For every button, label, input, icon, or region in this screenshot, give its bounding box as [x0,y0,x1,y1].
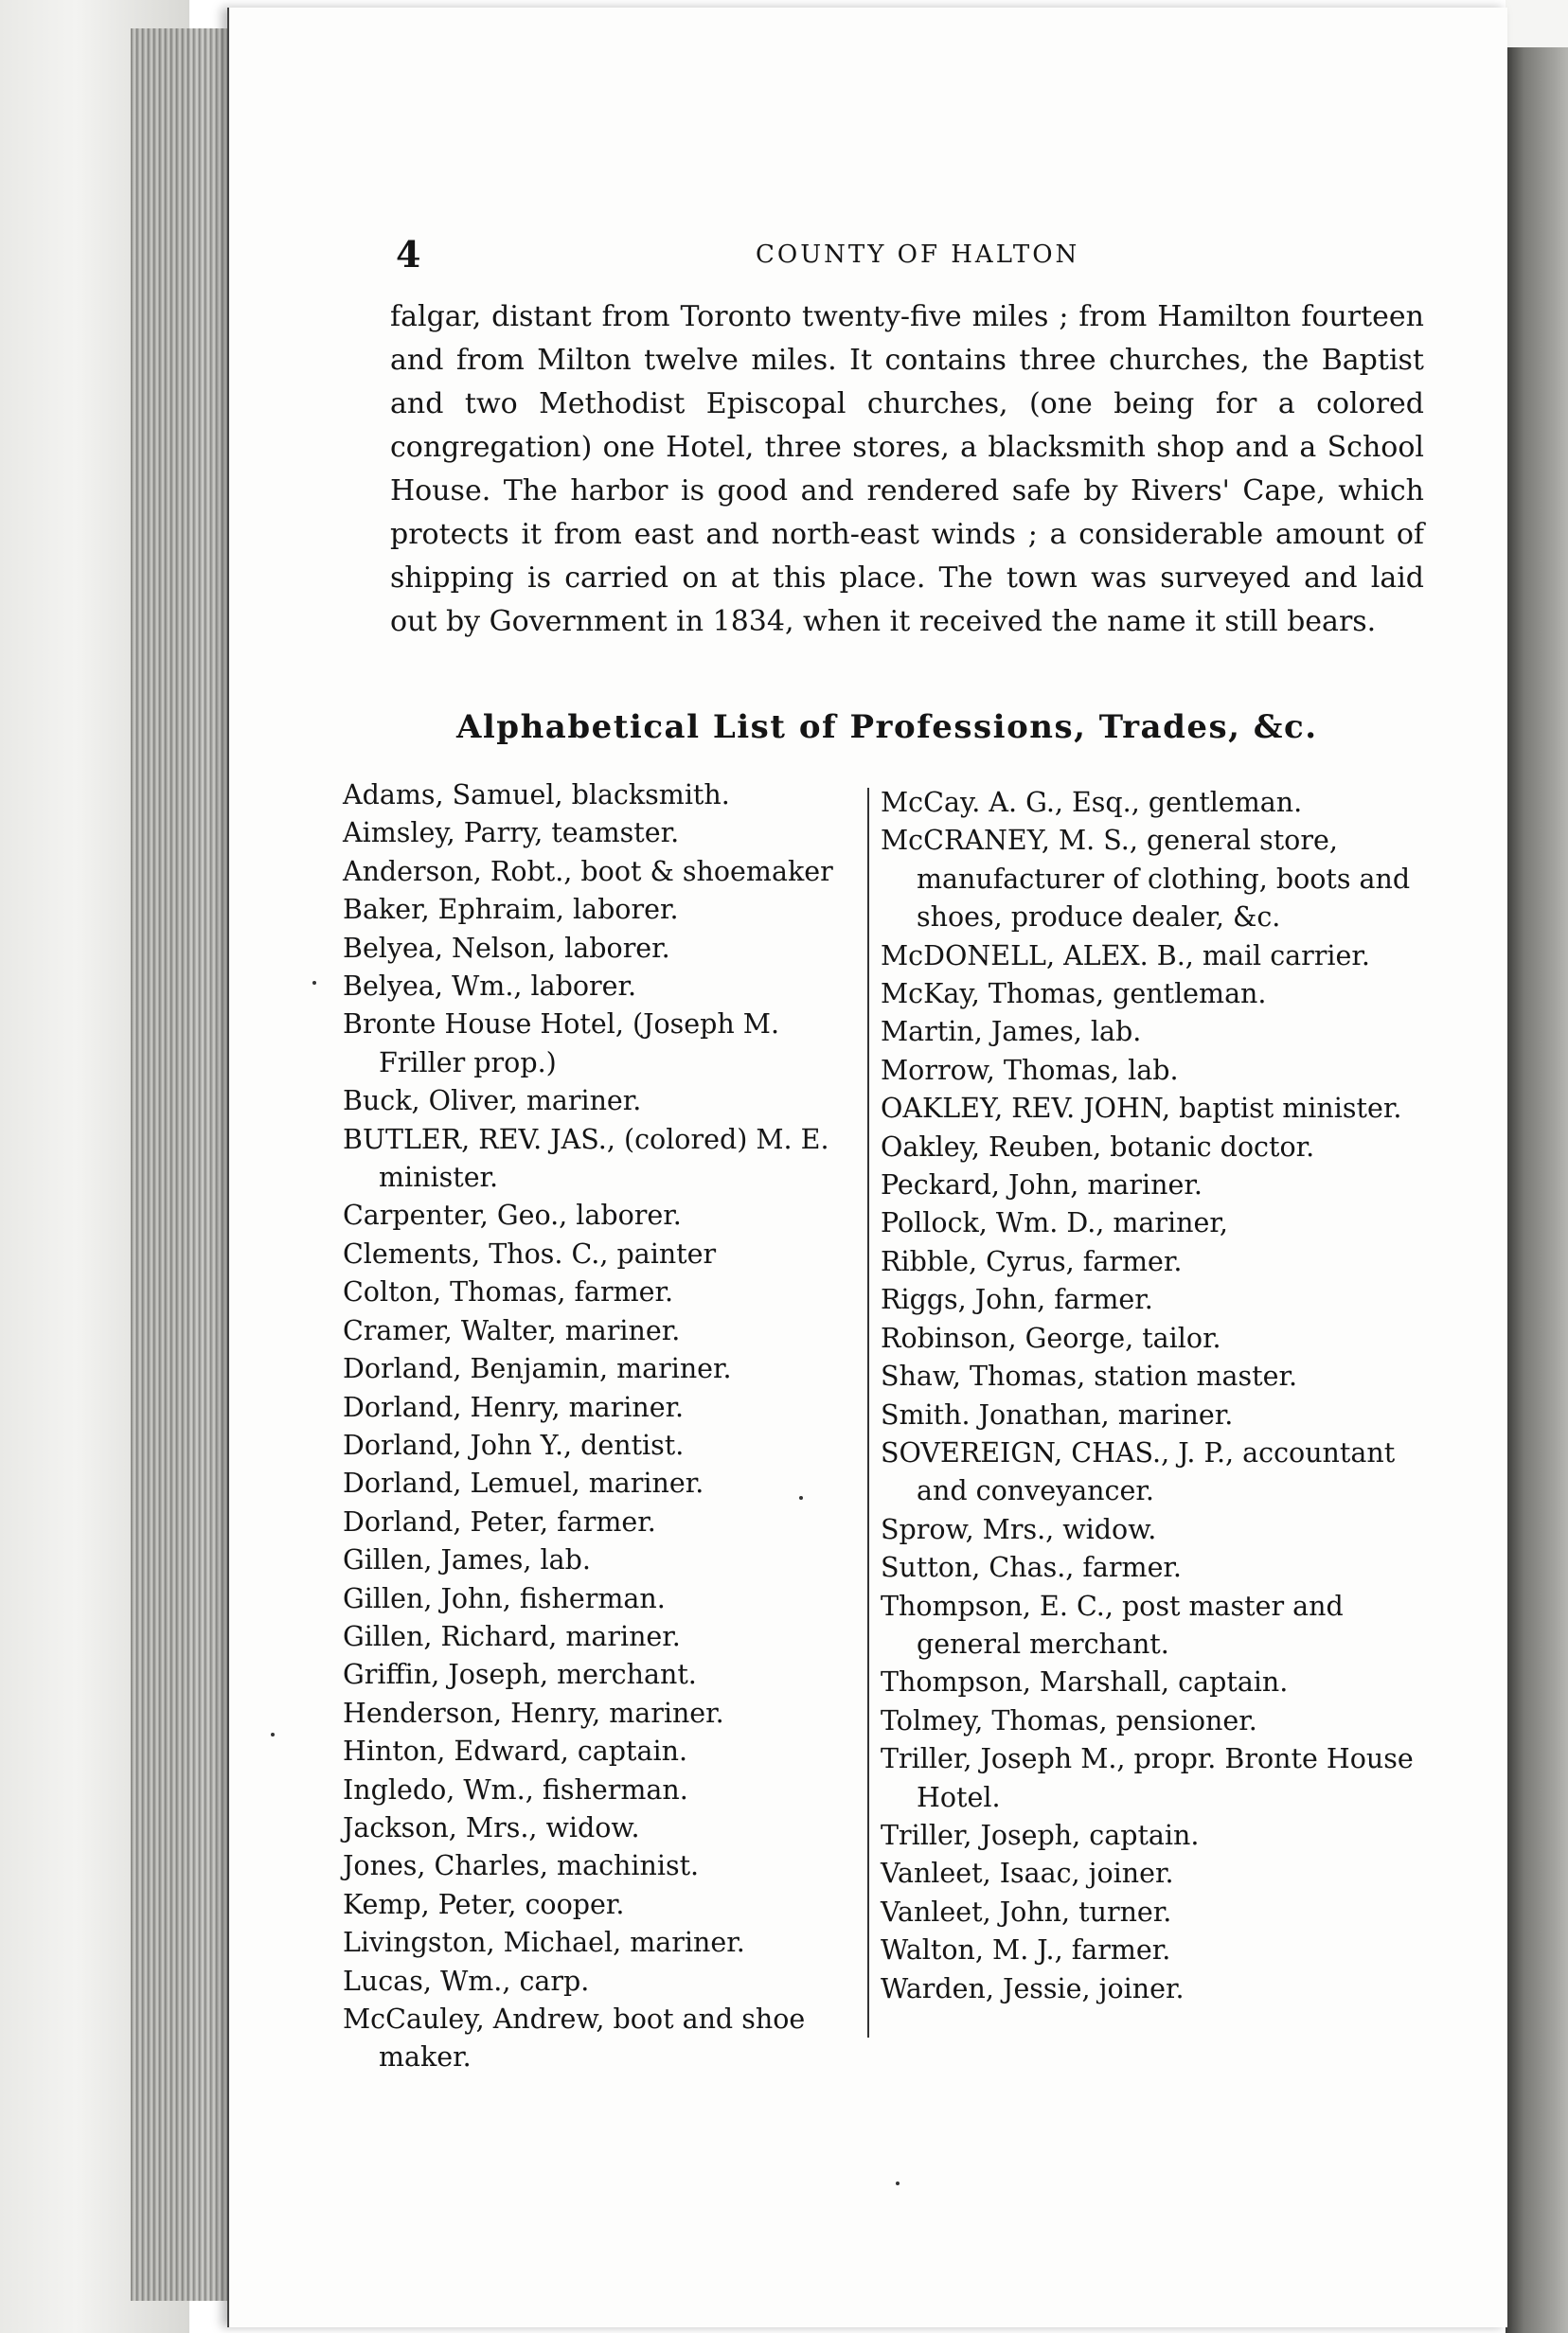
directory-entry: Dorland, Lemuel, mariner. [343,1468,704,1500]
page-header [396,233,1418,276]
directory-entry: Shaw, Thomas, station master. [881,1361,1298,1393]
directory-entry: Robinson, George, tailor. [881,1322,1221,1354]
directory-entry: Adams, Samuel, blacksmith. [343,779,730,810]
directory-entry: Cramer, Walter, mariner. [343,1314,681,1346]
directory-entry: OAKLEY, REV. JOHN, baptist minister. [881,1093,1402,1125]
scan-speck [799,1496,803,1500]
intro-paragraph: falgar, distant from Toronto twenty-five miles ; from Hamilton fourteen and from Milton twelve miles. It contains three churches, the Baptist and two Methodist Episcopal churches, (one being for a colored congregation) one Hotel, three stores, a blacksmith shop and a School House. The harbor is good and rendered safe by Rivers' Cape, which protects it from east and north-east winds ; a considerable amount of shipping is carried on at this place. The town was surveyed and laid out by Government in 1834, when it received the name it still bears. [390,300,1424,638]
directory-entry: Vanleet, John, turner. [881,1896,1172,1928]
directory-entry: Peckard, John, mariner. [881,1169,1203,1202]
directory-entry: Dorland, Peter, farmer. [343,1505,656,1538]
directory-entry: Pollock, Wm. D., mariner, [881,1207,1228,1239]
directory-entry: Dorland, Henry, mariner. [343,1391,685,1423]
directory-entry: SOVEREIGN, CHAS., J. P., accountant and conveyancer. [881,1436,1396,1507]
page-number: 4 [396,233,421,276]
directory-entry: Gillen, Richard, mariner. [343,1620,681,1652]
directory-entry: Thompson, Marshall, captain. [881,1666,1289,1699]
directory-entry: Ribble, Cyrus, farmer. [881,1245,1183,1277]
directory-entry: Hinton, Edward, captain. [343,1736,688,1768]
scan-speck [271,1733,275,1736]
section-heading: Alphabetical List of Professions, Trades, &c. [456,708,1318,746]
directory-entry: Belyea, Nelson, laborer. [343,932,670,964]
directory-entry: BUTLER, REV. JAS., (colored) M. E. minister. [343,1123,829,1194]
directory-entry: Lucas, Wm., carp. [343,1965,590,1997]
directory-entry: Buck, Oliver, mariner. [343,1085,642,1117]
directory-entry: Martin, James, lab. [881,1016,1142,1048]
scan-margin [1506,0,1568,47]
directory-entry: McDONELL, ALEX. B., mail carrier. [881,939,1370,971]
running-head: COUNTY OF HALTON [756,240,1080,269]
directory-entry: Livingston, Michael, mariner. [343,1927,745,1959]
directory-entry: McKay, Thomas, gentleman. [881,978,1267,1010]
directory-entry: Tolmey, Thomas, pensioner. [881,1704,1257,1736]
directory-entry: Bronte House Hotel, (Joseph M. Friller prop.) [343,1008,780,1078]
directory-entry: McCay. A. G., Esq., gentleman. [881,787,1303,818]
directory-entry: Aimsley, Parry, teamster. [343,817,680,849]
directory-entry: McCRANEY, M. S., general store, manufacturer of clothing, boots and shoes, produce dealer, &c. [881,825,1411,934]
directory-entry: Smith. Jonathan, mariner. [881,1398,1234,1431]
directory-entry: Carpenter, Geo., laborer. [343,1200,682,1232]
directory-entry: Riggs, John, farmer. [881,1284,1153,1316]
column-divider [867,788,869,2038]
directory-entry: Griffin, Joseph, merchant. [343,1659,697,1691]
directory-entry: Triller, Joseph M., propr. Bronte House Hotel. [881,1743,1414,1813]
right-column-list [881,784,1420,2008]
left-column-list [343,776,873,2077]
directory-entry: Triller, Joseph, captain. [881,1819,1200,1851]
directory-entry: Colton, Thomas, farmer. [343,1276,674,1309]
directory-entry: Jackson, Mrs., widow. [343,1811,640,1843]
directory-entry: Dorland, John Y., dentist. [343,1429,685,1461]
directory-entry: Vanleet, Isaac, joiner. [881,1858,1174,1890]
directory-entry: Gillen, John, fisherman. [343,1582,666,1614]
directory-entry: Sprow, Mrs., widow. [881,1513,1157,1545]
directory-entry: Thompson, E. C., post master and general merchant. [881,1590,1344,1660]
directory-entry: Kemp, Peter, cooper. [343,1888,625,1920]
directory-entry: Warden, Jessie, joiner. [881,1972,1185,2004]
page-edges [131,28,235,2301]
directory-entry: Clements, Thos. C., painter [343,1238,717,1270]
directory-entry: Dorland, Benjamin, mariner. [343,1353,732,1385]
directory-entry: Anderson, Robt., boot & shoemaker [343,855,833,887]
directory-entry: Sutton, Chas., farmer. [881,1552,1182,1584]
directory-entry: Belyea, Wm., laborer. [343,971,637,1003]
directory-entry: Baker, Ephraim, laborer. [343,894,679,926]
directory-entry: Henderson, Henry, mariner. [343,1697,724,1729]
directory-entry: Jones, Charles, machinist. [343,1850,700,1882]
scan-speck [896,2182,900,2185]
directory-entry: Walton, M. J., farmer. [881,1934,1171,1967]
directory-entry: Gillen, James, lab. [343,1544,591,1576]
book-edge-right [1506,47,1568,2333]
directory-entry: Oakley, Reuben, botanic doctor. [881,1131,1315,1163]
scan-speck [312,981,316,985]
directory-entry: Morrow, Thomas, lab. [881,1054,1179,1086]
directory-entry: McCauley, Andrew, boot and shoe maker. [343,2004,806,2074]
directory-entry: Ingledo, Wm., fisherman. [343,1773,688,1806]
